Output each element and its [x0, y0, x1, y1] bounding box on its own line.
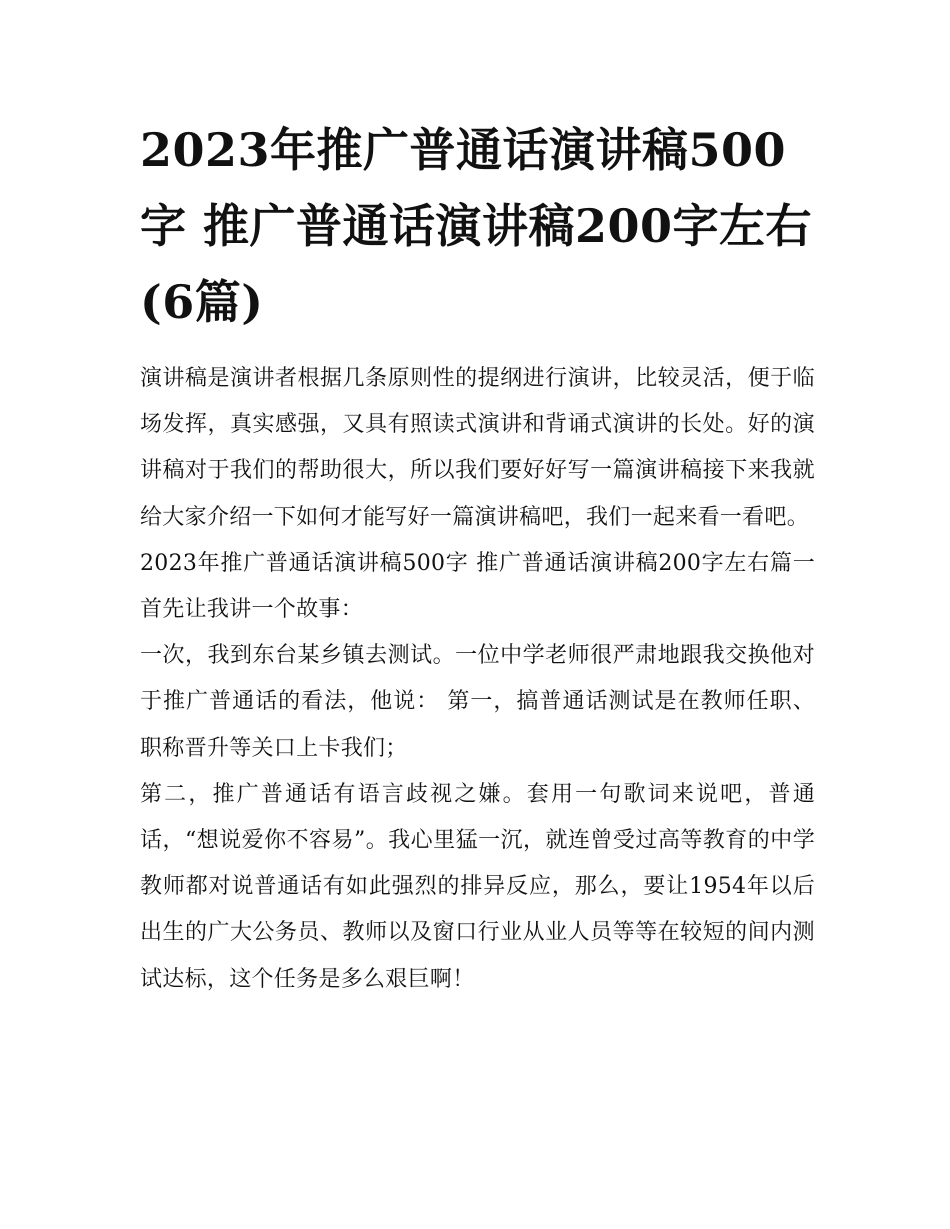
paragraph-story-1: 一次，我到东台某乡镇去测试。一位中学老师很严肃地跟我交换他对于推广普通话的看法，他说： 第一，搞普通话测试是在教师任职、职称晋升等关口上卡我们；: [140, 643, 815, 761]
paragraph-intro: 演讲稿是演讲者根据几条原则性的提纲进行演讲，比较灵活，便于临场发挥，真实感强，又具有照读式演讲和背诵式演讲的长处。好的演讲稿对于我们的帮助很大，所以我们要好好写一篇演讲稿接下来我就给大家介绍一下如何才能写好一篇演讲稿吧，我们一起来看一看吧。: [140, 366, 815, 530]
document-body: [140, 356, 815, 1003]
paragraph-section-heading: 2023年推广普通话演讲稿500字 推广普通话演讲稿200字左右篇一 首先让我讲一个故事：: [140, 550, 815, 623]
paragraph-story-2: 第二，推广普通话有语言歧视之嫌。套用一句歌词来说吧，普通话，“想说爱你不容易”。我心里猛一沉，就连曾受过高等教育的中学教师都对说普通话有如此强烈的排异反应，那么，要让1954年以后出生的广大公务员、教师以及窗口行业从业人员等等在较短的间内测试达标，这个任务是多么艰巨啊！: [140, 781, 815, 992]
document-title: 2023年推广普通话演讲稿500字 推广普通话演讲稿200字左右(6篇): [140, 123, 813, 329]
